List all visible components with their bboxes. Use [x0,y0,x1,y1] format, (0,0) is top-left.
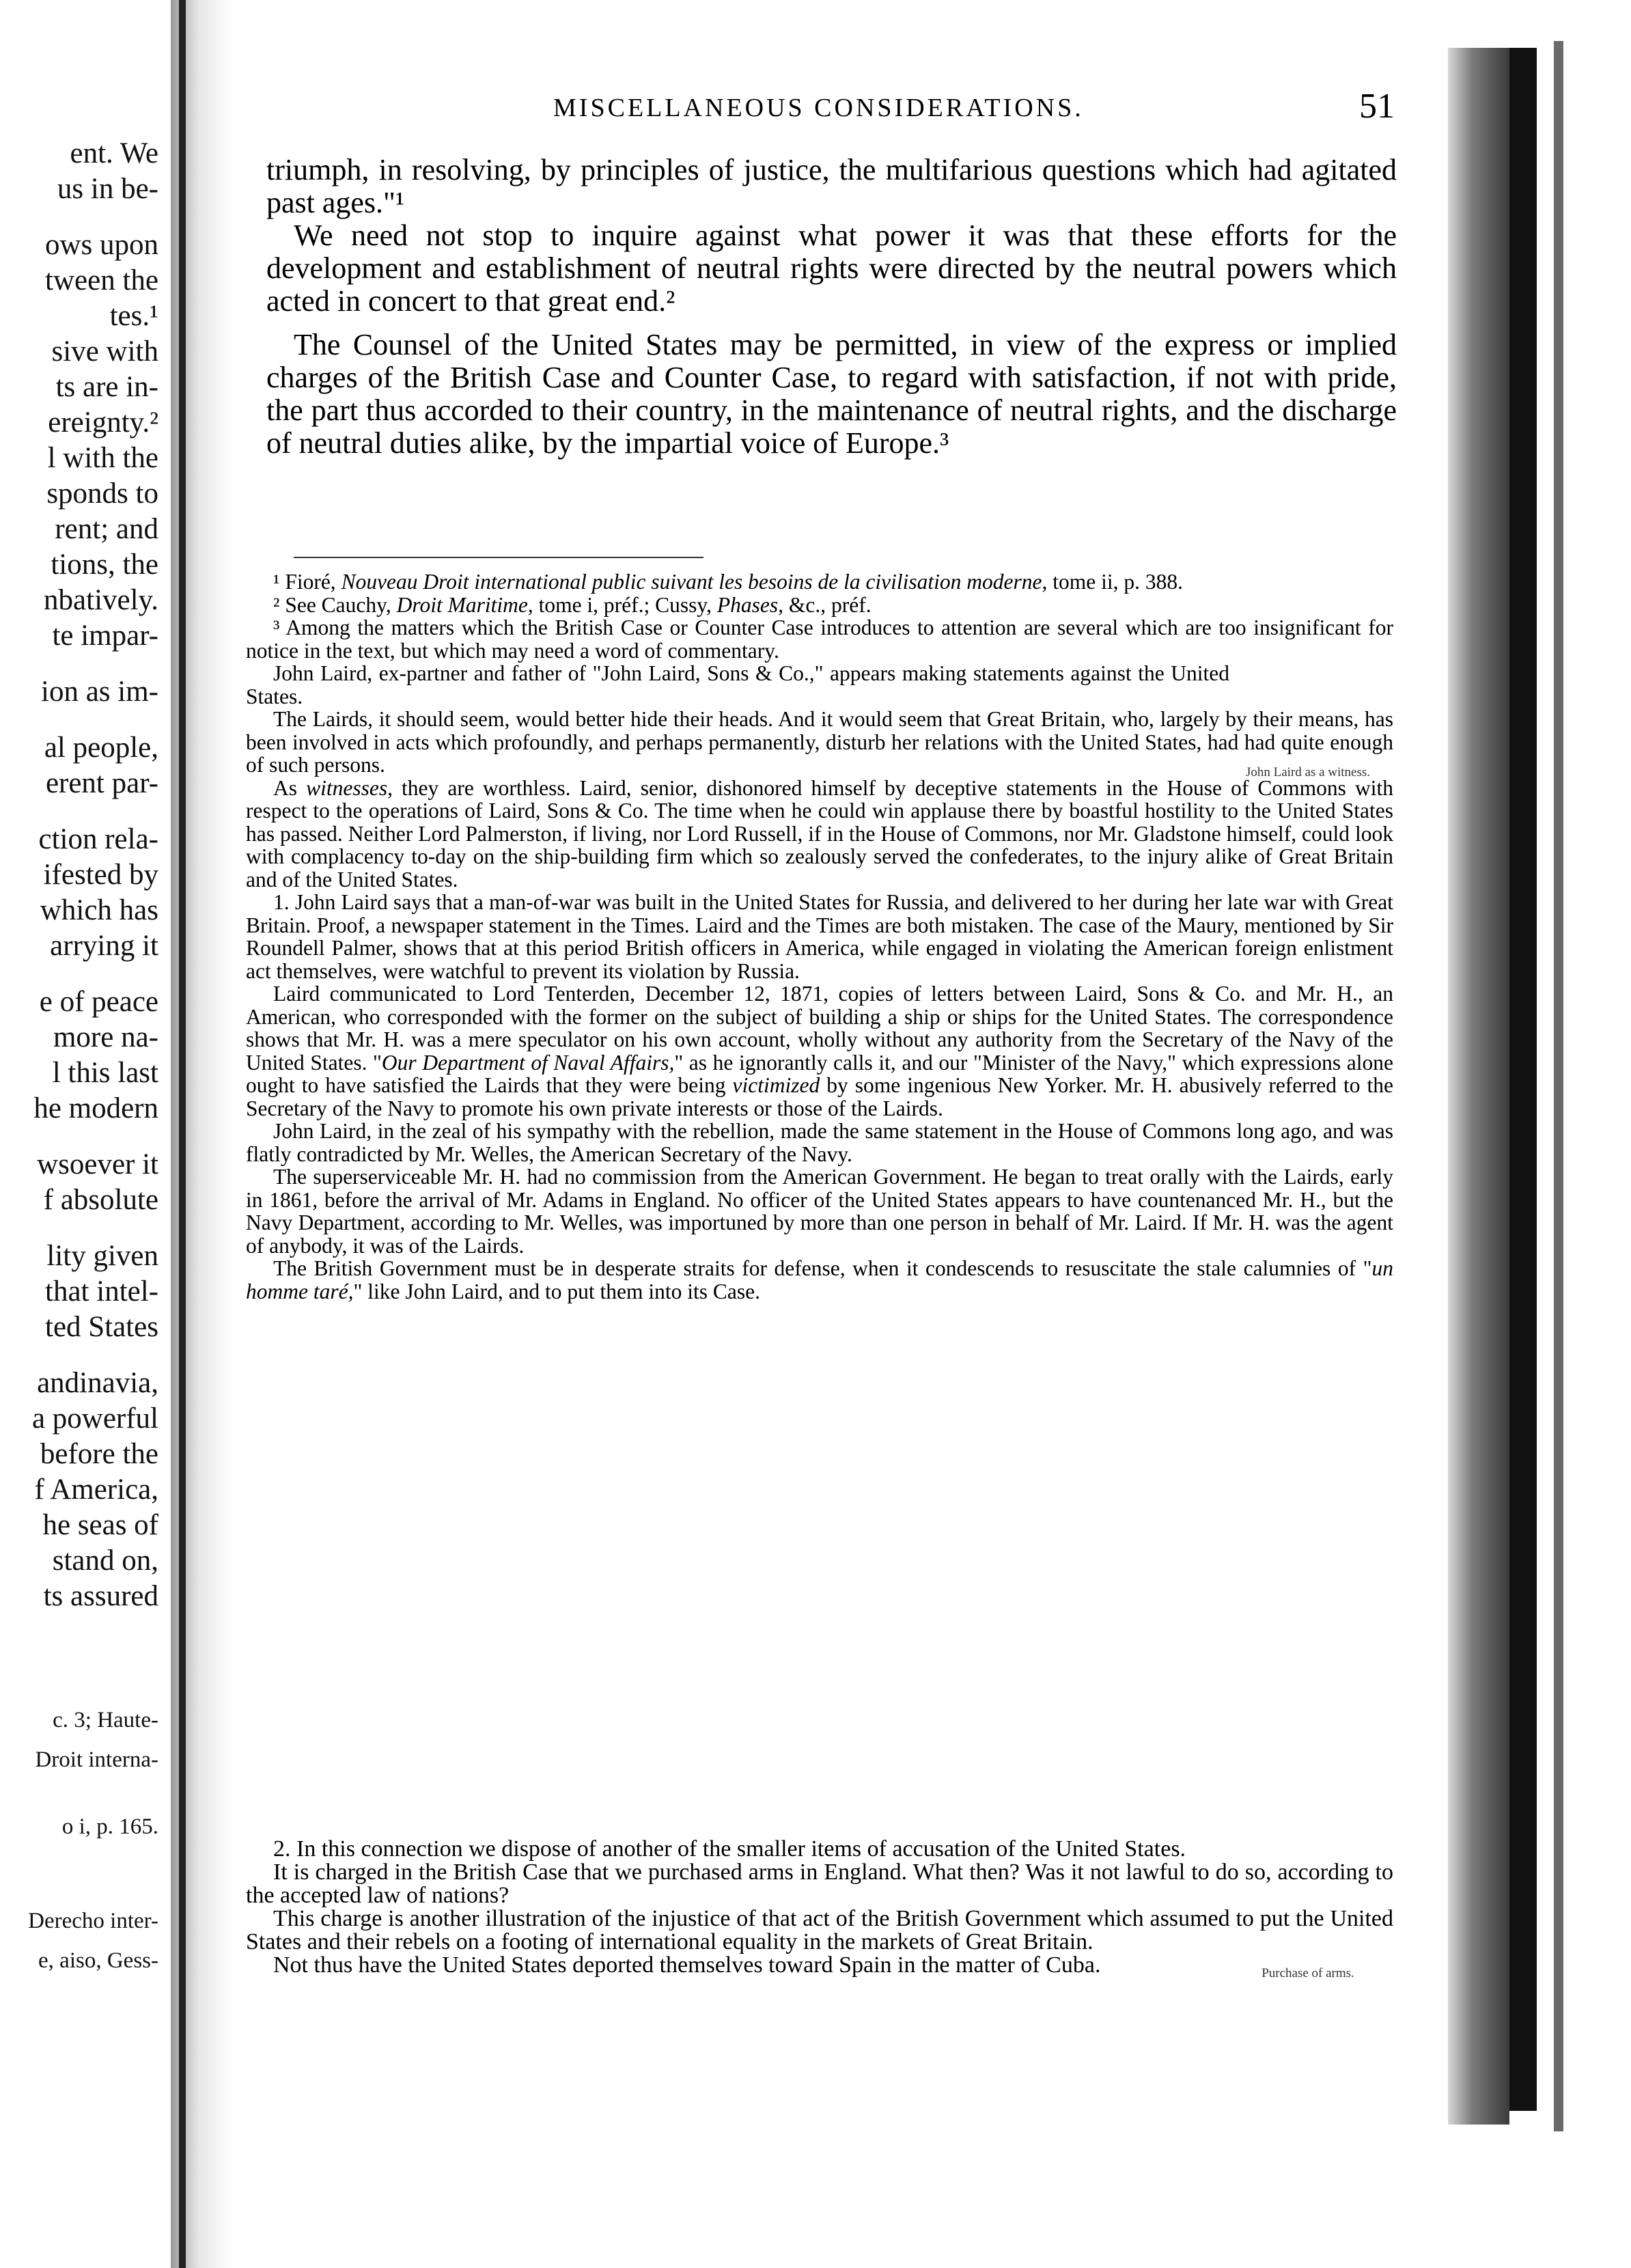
running-head [266,89,1400,137]
left-page-line: f America, [34,1474,158,1506]
paragraph-neutral-powers: We need not stop to inquire against what power it was that these efforts for the development and establishment of neutral rights were directed by the neutral powers which acted in concert to that great end.² [266,219,1397,318]
left-page-line: lity given [46,1240,158,1272]
page-number: 51 [1359,87,1395,126]
left-page-line: te impar- [52,620,158,652]
footnotes [246,570,1393,1303]
left-page-line: he seas of [42,1509,158,1541]
left-page-line: tions, the [51,549,158,581]
left-page-line: us in be- [57,173,158,205]
footnote-2: ² See Cauchy, Droit Maritime, tome i, préf.; Cussy, Phases, &c., préf. [273,592,872,617]
left-page-line: l with the [47,442,158,474]
left-page-line: tes.¹ [109,300,158,332]
left-page-line: ion as im- [41,676,158,708]
left-page-line: arrying it [50,930,158,962]
page-edge-shadow [1448,48,1509,2125]
page-edge-dark [1509,48,1537,2111]
left-page-line: erent par- [45,767,158,799]
left-page-note-line: c. 3; Haute- [53,1708,158,1732]
footnote-desperate: The British Government must be in desperate straits for defense, when it condescends to resuscitate the stale calumnies of "un homme taré," like John Laird, and to put them into its Case. [246,1256,1393,1303]
page-edge-line [1554,41,1563,2131]
footnote-item-1: 1. John Laird says that a man-of-war was built in the United States for Russia, and delivered to her during her late war with Great Britain. Proof, a newspaper statement in the Times. Laird and the Times are both mistaken. The case of the Maury, mentioned by Sir Roundell Palmer, shows that at this period British officers in America, while engaged in violating the American foreign enlistment act themselves, were watchful to prevent its violation by Russia. [246,890,1393,983]
note-arms-illustration: This charge is another illustration of the injustice of that act of the British Government which assumed to put the United States and their rebels on a footing of international equality in the markets of Great Britain. [246,1906,1393,1954]
footnote-zeal: John Laird, in the zeal of his sympathy with the rebellion, made the same statement in the House of Commons long ago, and was flatly contradicted by Mr. Welles, the American Secretary of the Navy. [246,1119,1393,1166]
left-page-line: e of peace [39,986,158,1018]
left-page-line: nbatively. [44,584,158,616]
left-page-line: rent; and [55,513,158,545]
left-page-line: a powerful [31,1402,158,1435]
left-page-fragment [0,137,171,2254]
bottom-notes [246,1838,1393,1977]
margin-note-witness: John Laird as a witness. [1245,765,1371,779]
footnote-superserviceable: The superserviceable Mr. H. had no commission from the American Government. He began to treat orally with the Lairds, early in 1861, before the arrival of Mr. Adams in England. No officer of the United States appears to have countenanced Mr. H., but the Navy Department, according to Mr. Welles, was importuned by more than one person in behalf of Mr. Laird. If Mr. H. was the agent of anybody, it was of the Lairds. [246,1165,1393,1258]
left-page-line: stand on, [52,1545,158,1577]
left-page-note-line: o i, p. 165. [61,1814,158,1839]
left-page-line: sive with [51,335,158,368]
left-page-line: f absolute [43,1184,158,1216]
note-arms-charged: It is charged in the British Case that we purchased arms in England. What then? Was it not lawful to do so, according to the accepted law of nations? [246,1859,1393,1908]
left-page-line: andinavia, [37,1367,158,1399]
left-page-line: ts assured [43,1580,158,1612]
left-page-line: ereignty.² [48,406,158,439]
note-cuba: Not thus have the United States deported themselves toward Spain in the matter of Cuba. [273,1952,1101,1978]
left-page-line: that intel- [45,1275,158,1308]
footnote-lairds-heads: The Lairds, it should seem, would better hide their heads. And it would seem that Great Britain, who, largely by their means, has been involved in acts which profoundly, and perhaps permanently, disturb her relations with the United States, had had quite enough of such persons. [246,707,1393,777]
left-page-line: al people, [44,732,158,764]
left-page-line: before the [40,1438,158,1470]
paragraph-triumph: triumph, in resolving, by principles of justice, the multifarious questions which had agitated past ages."¹ [266,153,1397,219]
note-item-2: 2. In this connection we dispose of another of the smaller items of accusation of the United States. [273,1836,1186,1862]
footnote-3: ³ Among the matters which the British Case or Counter Case introduces to attention are several which are too insignificant for notice in the text, but which may need a word of commentary. [246,616,1393,663]
left-page-line: ts are in- [55,371,158,403]
running-head-title: MISCELLANEOUS CONSIDERATIONS. [553,94,1084,122]
left-page-line: ifested by [43,859,158,891]
left-page-line: ction rela- [38,823,158,855]
left-page-line: ted States [45,1311,158,1343]
left-page-line: which has [40,894,158,926]
left-page-line: wsoever it [37,1148,158,1180]
book-gutter-line [179,0,186,2268]
body-text [266,154,1397,460]
left-page-line: l this last [52,1057,158,1089]
footnote-tenterden: Laird communicated to Lord Tenterden, December 12, 1871, copies of letters between Laird, Sons & Co. and Mr. H., an American, who corresponded with the former on the subject of building a ship or ships for the United States. The correspondence shows that Mr. H. was a mere speculator on his own account, wholly without any authority from the Secretary of the Navy of the United States. "Our Department of Naval Affairs," as he ignorantly calls it, and our "Minister of the Navy," which expressions alone ought to have satisfied the Lairds that they were being victimized by some ingenious New Yorker. Mr. H. abusively referred to the Secretary of the Navy to promote his own private interests or those of the Lairds. [246,982,1394,1120]
left-page-note-line: Droit interna- [35,1747,158,1772]
left-page-line: sponds to [46,478,158,510]
footnote-1: ¹ Fioré, Nouveau Droit international public suivant les besoins de la civilisation moderne, tome ii, p. 388. [273,570,1184,594]
footnote-rule [294,557,703,558]
paragraph-counsel: The Counsel of the United States may be permitted, in view of the express or implied charges of the British Case and Counter Case, to regard with satisfaction, if not with pride, the part thus accorded to their country, in the maintenance of neutral rights, and the discharge of neutral duties alike, by the impartial voice of Europe.³ [266,328,1397,460]
left-page-line: tween the [45,264,158,296]
footnote-witnesses: As witnesses, they are worthless. Laird, senior, dishonored himself by deceptive statements in the House of Commons with respect to the operations of Laird, Sons & Co. The time when he could win applause there by boastful hostility to the United States has passed. Neither Lord Palmerston, if living, nor Lord Russell, if in the House of Commons, nor Mr. Gladstone himself, could look with complacency to-day on the ship-building firm which so zealously served the confederates, to the injury alike of Great Britain and of the United States. [246,775,1393,891]
footnote-laird-intro: John Laird, ex-partner and father of "John Laird, Sons & Co.," appears making statements against the United States. [246,661,1229,708]
left-page-note-line: Derecho inter- [28,1909,158,1933]
margin-note-arms: Purchase of arms. [1261,1966,1354,1980]
left-page-line: more na- [53,1021,158,1053]
left-page-line: he modern [33,1092,158,1124]
left-page-note-line: e, aiso, Gess- [38,1948,158,1973]
left-page-line: ent. We [70,137,158,169]
left-page-line: ows upon [44,229,158,261]
